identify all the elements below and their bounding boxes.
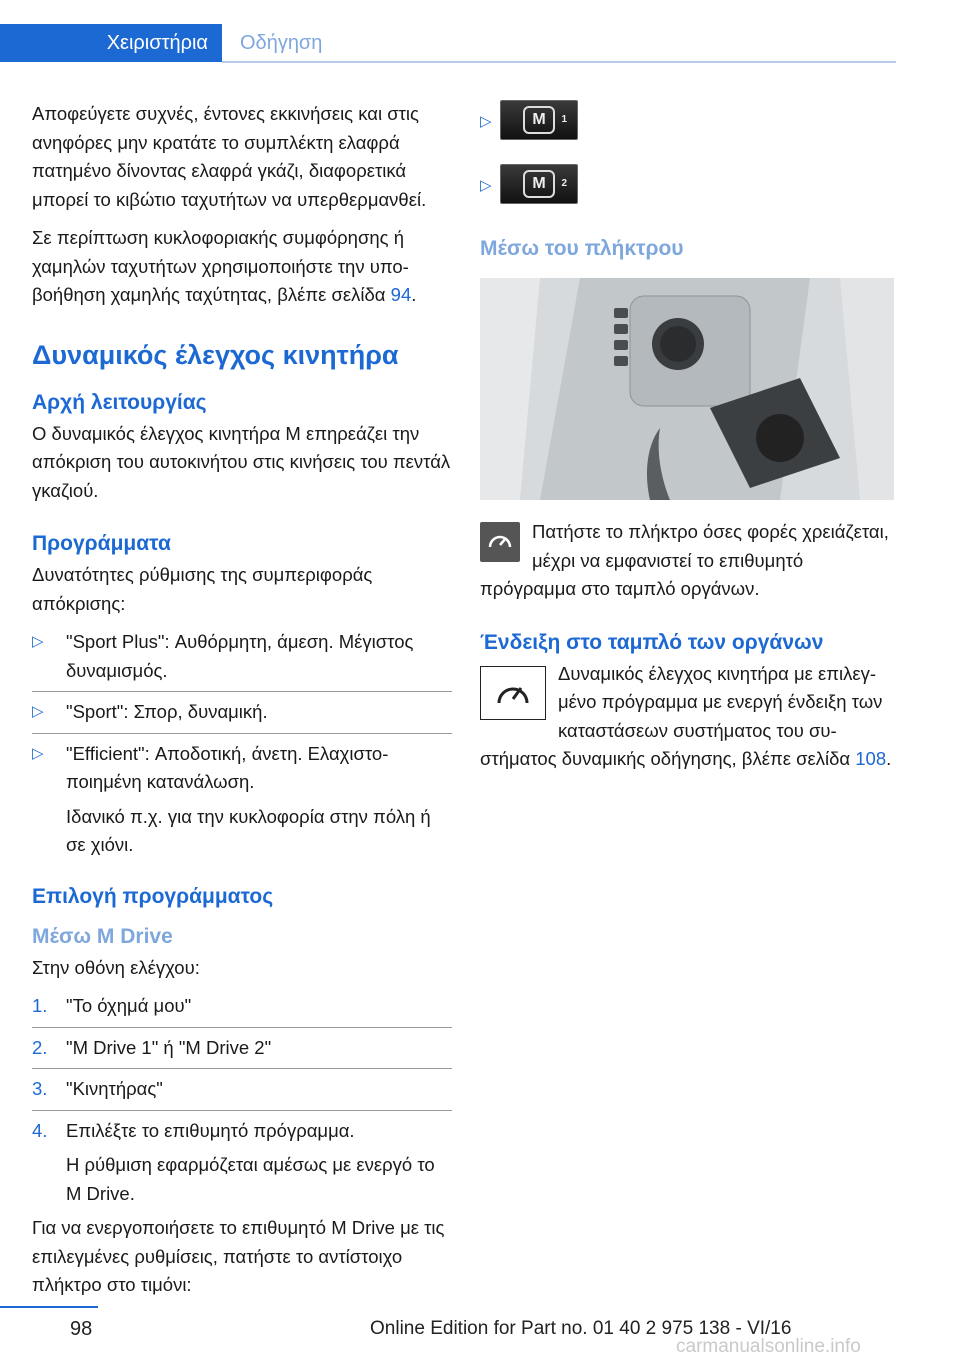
step-text: "Το όχημά μου" bbox=[66, 995, 192, 1016]
driving-dynamics-icon bbox=[480, 522, 520, 562]
step-number: 3. bbox=[32, 1078, 48, 1099]
page-link-108[interactable]: 108 bbox=[855, 748, 887, 769]
programs-list bbox=[32, 628, 452, 860]
footer-divider bbox=[0, 1306, 98, 1308]
step-text: Επιλέξτε το επιθυμητό πρόγραμμα. bbox=[66, 1119, 355, 1141]
m-letter: M bbox=[532, 110, 546, 128]
page-number: 98 bbox=[70, 1318, 93, 1340]
heading-programs: Προγράμματα bbox=[32, 532, 171, 555]
list-item bbox=[32, 992, 452, 1028]
heading-instrument-display: Ένδειξη στο ταμπλό των οργάνων bbox=[480, 630, 824, 654]
list-item bbox=[32, 698, 452, 734]
triangle-bullet-icon: ▷ bbox=[480, 113, 492, 130]
header-bar bbox=[0, 0, 960, 62]
tab-driving[interactable]: Οδήγηση bbox=[240, 31, 323, 54]
list-item bbox=[32, 1117, 452, 1209]
list-item bbox=[32, 628, 452, 692]
button-instruction bbox=[480, 518, 900, 604]
left-column bbox=[32, 100, 452, 1310]
program-efficient: "Efficient": Αποδοτική, άνετη. Ελαχιστοποιημένη κατανάλωση. bbox=[66, 742, 389, 792]
header-divider bbox=[222, 61, 896, 63]
display-indicator bbox=[480, 660, 900, 774]
step-text: "M Drive 1" ή "M Drive 2" bbox=[66, 1036, 272, 1058]
paragraph-principle: Ο δυναμικός έλεγχος κινητήρα Μ επηρεάζει την απόκριση του αυτοκινήτου στις κινήσεις του πεντάλ γκαζιού. bbox=[32, 422, 451, 501]
paragraph-control-display: Στην οθόνη ελέγχου: bbox=[32, 956, 200, 978]
step-number: 1. bbox=[32, 995, 48, 1016]
paragraph-display-text: Δυναμικός έλεγχος κινητήρα με επιλεγμένο πρόγραμμα με ενεργή ένδειξη των καταστάσεων συστήματος του συστήματος δυναμικής οδήγησης, βλέπε σελίδα bbox=[480, 662, 883, 769]
step4-note: Η ρύθμιση εφαρμόζεται αμέσως με ενεργό το M Drive. bbox=[66, 1154, 435, 1204]
right-column bbox=[480, 100, 900, 784]
triangle-bullet-icon: ▷ bbox=[480, 177, 492, 194]
step-text: "Κινητήρας" bbox=[66, 1078, 163, 1099]
paragraph-avoid-starts: Αποφεύγετε συχνές, έντονες εκκινήσεις και στις ανηφόρες μην κρατάτε το συμπλέκτη ελαφρά πατημένο δίνοντας ελαφρά γκάζι, διαφορετικά μπορεί το κιβώτιο ταχυτήτων να υπερθερμανθεί. bbox=[32, 103, 427, 210]
heading-via-button: Μέσω του πλήκτρου bbox=[480, 237, 684, 260]
paragraph-programs: Δυνατότητες ρύθμισης της συμπεριφοράς απόκρισης: bbox=[32, 564, 373, 614]
m-sub: 1 bbox=[561, 113, 567, 125]
center-console-photo bbox=[480, 278, 894, 500]
tab-controls[interactable]: Χειριστήρια bbox=[0, 24, 222, 62]
heading-principle: Αρχή λειτουργίας bbox=[32, 390, 207, 414]
speedometer-icon bbox=[480, 666, 546, 720]
efficient-note: Ιδανικό π.χ. για την κυκλοφορία στην πόλη ή σε χιόνι. bbox=[66, 805, 431, 855]
m1-button-icon bbox=[500, 100, 578, 140]
heading-via-mdrive: Μέσω M Drive bbox=[32, 924, 173, 948]
page-link-94[interactable]: 94 bbox=[390, 284, 412, 305]
heading-select-program: Επιλογή προγράμματος bbox=[32, 884, 274, 908]
watermark: carmanualsonline.info bbox=[676, 1336, 861, 1357]
m-sub: 2 bbox=[561, 177, 567, 189]
triangle-bullet-icon: ▷ bbox=[32, 633, 44, 650]
paragraph-activate: Για να ενεργοποιήσετε το επιθυμητό M Drive με τις επιλεγμένες ρυθμίσεις, πατήστε το αντίστοιχο πλήκτρο στο τιμόνι: bbox=[32, 1217, 445, 1295]
steps-list bbox=[32, 992, 452, 1208]
list-item bbox=[32, 1034, 452, 1070]
console-illustration bbox=[480, 278, 894, 500]
paragraph-low-speed bbox=[32, 224, 452, 310]
paragraph-press-button: Πατήστε το πλήκτρο όσες φορές χρειάζεται, μέχρι να εμφανιστεί το επιθυμητό πρόγραμμα στο ταμπλό οργάνων. bbox=[480, 521, 889, 599]
step-number: 4. bbox=[32, 1119, 48, 1141]
list-item bbox=[32, 1075, 452, 1111]
section-title-engine-control: Δυναμικός έλεγχος κινητήρα bbox=[32, 339, 399, 370]
m1-button-row bbox=[480, 100, 900, 160]
program-sport: "Sport": Σπορ, δυναμική. bbox=[66, 701, 268, 722]
program-sport-plus: "Sport Plus": Αυθόρμητη, άμεση. Μέγιστος δυναμισμός. bbox=[66, 631, 414, 681]
m2-button-row bbox=[480, 164, 900, 224]
list-item bbox=[32, 740, 452, 860]
m2-button-icon bbox=[500, 164, 578, 204]
paragraph-low-speed-text: Σε περίπτωση κυκλοφοριακής συμφόρησης ή χαμηλών ταχυτήτων χρησιμοποιήστε την υποβοήθηση χαμηλής ταχύτητας, βλέπε σελίδα bbox=[32, 227, 409, 305]
edition-text: Online Edition for Part no. 01 40 2 975 138 - VI/16 bbox=[370, 1318, 792, 1339]
m-letter: M bbox=[532, 174, 546, 192]
triangle-bullet-icon: ▷ bbox=[32, 744, 44, 762]
paragraph-display-end: . bbox=[886, 748, 892, 769]
paragraph-low-speed-end: . bbox=[411, 284, 417, 305]
step-number: 2. bbox=[32, 1036, 48, 1058]
triangle-bullet-icon: ▷ bbox=[32, 703, 44, 720]
